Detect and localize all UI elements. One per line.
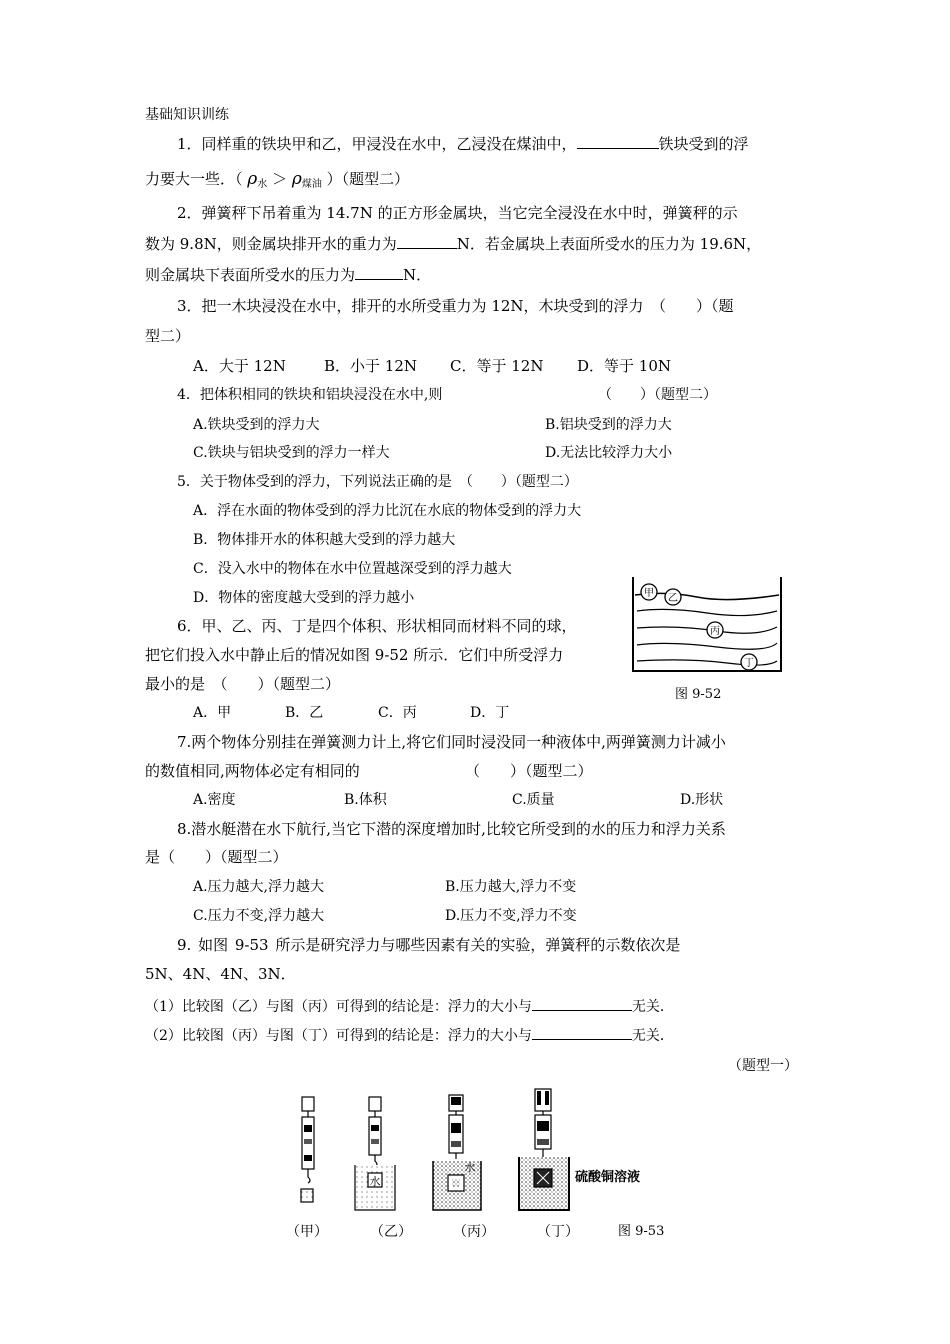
- q4-option-a[interactable]: A.铁块受到的浮力大: [193, 417, 320, 433]
- ball-jia-label: 甲: [644, 588, 654, 599]
- q7-option-c[interactable]: C.质量: [512, 792, 555, 808]
- label-bing: （丙）: [453, 1224, 495, 1240]
- q3-option-c[interactable]: C．等于 12N: [450, 357, 544, 375]
- q5-option-b[interactable]: B．物体排开水的体积越大受到的浮力越大: [193, 532, 456, 548]
- q7-text-a: 的数值相同,两物体必定有相同的: [145, 762, 360, 780]
- water-label: 水: [464, 1161, 476, 1174]
- q2-text-b: N．若金属块上表面所受水的压力为 19.6N，: [456, 235, 762, 253]
- q6-line-1: 6．甲、乙、丙、丁是四个体积、形状相同而材料不同的球，: [177, 617, 577, 635]
- q3-option-a[interactable]: A．大于 12N: [193, 357, 286, 375]
- q3-option-d[interactable]: D．等于 10N: [577, 357, 672, 375]
- ball-bing-label: 丙: [710, 626, 720, 637]
- q3-line-2: 型二）: [145, 327, 191, 345]
- figure-9-53-caption: 图 9-53: [618, 1224, 665, 1239]
- apparatus-bing: [433, 1095, 481, 1210]
- metal-block: [301, 1189, 313, 1202]
- q6-option-c[interactable]: C．丙: [378, 705, 417, 721]
- figure-9-52-caption: 图 9-52: [675, 687, 722, 702]
- q4-option-c[interactable]: C.铁块与铝块受到的浮力一样大: [193, 445, 390, 461]
- q2-text-d: N．: [403, 266, 432, 284]
- q8-option-b[interactable]: B.压力越大,浮力不变: [445, 879, 577, 895]
- subscript-kerosene: 煤油: [301, 179, 322, 190]
- rho-symbol: ρ: [291, 169, 302, 189]
- q8-option-c[interactable]: C.压力不变,浮力越大: [193, 908, 325, 924]
- label-yi: （乙）: [370, 1224, 412, 1240]
- q9-sub-1-end: 无关．: [631, 999, 674, 1015]
- figure-9-52: [627, 573, 787, 677]
- q1-answer-blank[interactable]: [577, 134, 659, 149]
- q6-option-a[interactable]: A．甲: [193, 705, 232, 721]
- q9-type-tag: （题型一）: [728, 1058, 798, 1074]
- q8-line-2: 是（ ）（题型二）: [145, 848, 288, 866]
- q2-answer-blank-1[interactable]: [397, 234, 457, 249]
- q9-answer-blank-1[interactable]: [532, 996, 632, 1011]
- q7-option-b[interactable]: B.体积: [344, 792, 387, 808]
- q1-line-1: [177, 134, 749, 154]
- apparatus-yi: [355, 1097, 395, 1210]
- q9-line-1: 9. 如图 9-53 所示是研究浮力与哪些因素有关的实验，弹簧秤的示数依次是: [177, 936, 681, 954]
- q6-line-2: 把它们投入水中静止后的情况如图 9-52 所示．它们中所受浮力: [145, 646, 564, 664]
- q7-answer-paren[interactable]: （ ）（题型二）: [465, 762, 593, 780]
- q9-line-2: 5N、4N、4N、3N．: [145, 965, 296, 983]
- q5-option-a[interactable]: A．浮在水面的物体受到的浮力比沉在水底的物体受到的浮力大: [193, 503, 582, 519]
- label-jia: （甲）: [286, 1224, 328, 1240]
- q8-line-1: 8.潜水艇潜在水下航行,当它下潜的深度增加时,比较它所受到的水的压力和浮力关系: [177, 820, 726, 838]
- q2-answer-blank-2[interactable]: [355, 265, 403, 280]
- water-label: 水: [369, 1175, 381, 1188]
- q3-line-1: 3．把一木块浸没在水中，排开的水所受重力为 12N，木块受到的浮力 （ ）（题: [177, 297, 734, 315]
- q2-line-1: 2．弹簧秤下吊着重为 14.7N 的正方形金属块，当它完全浸没在水中时，弹簧秤的示: [177, 204, 738, 222]
- q6-line-3: 最小的是 （ ）（题型二）: [145, 675, 341, 693]
- q9-sub-1: [145, 996, 674, 1017]
- q1-text-d: ）（题型二）: [326, 170, 410, 188]
- q3-option-b[interactable]: B．小于 12N: [324, 357, 418, 375]
- label-ding: （丁）: [537, 1224, 579, 1240]
- q9-sub-2: [145, 1025, 674, 1046]
- q1-text-c: 力要大一些．（: [145, 170, 243, 188]
- q2-text-c: 则金属块下表面所受水的压力为: [145, 266, 356, 284]
- q6-option-d[interactable]: D．丁: [470, 705, 510, 721]
- q9-sub-1-text: （1）比较图（乙）与图（丙）可得到的结论是：浮力的大小与: [145, 999, 532, 1015]
- q7-line-2: [145, 761, 360, 781]
- water-wave-line: [637, 643, 777, 649]
- apparatus-jia: [301, 1097, 314, 1202]
- ball-yi-label: 乙: [668, 593, 678, 604]
- q8-option-d[interactable]: D.压力不变,浮力不变: [445, 908, 577, 924]
- ball-ding-label: 丁: [744, 658, 754, 669]
- q6-option-b[interactable]: B．乙: [285, 705, 324, 721]
- q9-sub-2-end: 无关．: [631, 1028, 674, 1044]
- q4-stem: 4．把体积相同的铁块和铝块浸没在水中,则: [177, 387, 443, 403]
- q4-option-b[interactable]: B.铝块受到的浮力大: [545, 417, 672, 433]
- solution-label: 硫酸铜溶液: [575, 1170, 641, 1185]
- q7-option-d[interactable]: D.形状: [680, 792, 724, 808]
- q2-line-3: [145, 265, 431, 285]
- q2-line-2: [145, 234, 761, 254]
- q5-option-d[interactable]: D．物体的密度越大受到的浮力越小: [193, 590, 415, 606]
- q7-line-1: 7.两个物体分别挂在弹簧测力计上,将它们同时浸没同一种液体中,两弹簧测力计减小: [177, 733, 726, 751]
- greater-than: ＞: [272, 170, 288, 188]
- q1-line-2: [145, 169, 409, 195]
- q9-sub-2-text: （2）比较图（丙）与图（丁）可得到的结论是：浮力的大小与: [145, 1028, 532, 1044]
- figure-9-53: [285, 1085, 665, 1215]
- q5-option-c[interactable]: C．没入水中的物体在水中位置越深受到的浮力越大: [193, 561, 512, 577]
- q8-option-a[interactable]: A.压力越大,浮力越大: [193, 879, 325, 895]
- q5-stem: 5．关于物体受到的浮力，下列说法正确的是 （ ）（题型二）: [177, 474, 578, 490]
- rho-symbol: ρ: [247, 169, 258, 189]
- apparatus-ding: [519, 1089, 640, 1210]
- q1-text-a: 1．同样重的铁块甲和乙，甲浸没在水中，乙浸没在煤油中，: [177, 135, 577, 153]
- water-wave-line: [637, 609, 777, 615]
- q1-text-b: 铁块受到的浮: [658, 135, 749, 153]
- subscript-water: 水: [257, 179, 268, 190]
- q4-option-d[interactable]: D.无法比较浮力大小: [545, 445, 673, 461]
- q9-answer-blank-2[interactable]: [532, 1025, 632, 1040]
- section-title: 基础知识训练: [145, 107, 229, 123]
- q2-text-a: 数为 9.8N，则金属块排开水的重力为: [145, 235, 397, 253]
- q7-option-a[interactable]: A.密度: [193, 792, 236, 808]
- q4-answer-paren[interactable]: （ ）（题型二）: [598, 387, 717, 403]
